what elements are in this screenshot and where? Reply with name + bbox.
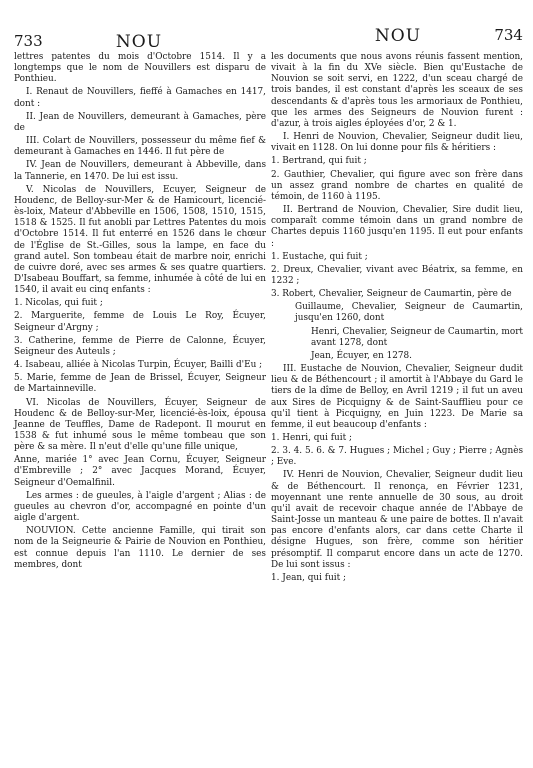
paragraph: I. Henri de Nouvion, Chevalier, Seigneur dudit lieu, vivait en 1128. On lui donne pour fils & héritiers : <box>271 132 523 154</box>
list-item: 2. 3. 4. 5. 6. & 7. Hugues ; Michel ; Guy ; Pierre ; Agnès ; Eve. <box>271 446 523 468</box>
paragraph: IV. Jean de Nouvillers, demeurant à Abbeville, dans la Tannerie, en 1470. De lui est issu. <box>14 160 266 182</box>
running-header <box>14 26 523 52</box>
text-columns <box>14 52 523 584</box>
paragraph: VI. Nicolas de Nouvillers, Écuyer, Seigneur de Houdenc & de Belloy-sur-Mer, licencié-ès-loix, épousa Jeanne de Teuffles, Dame de Radepont. Il mourut en 1538 & fut inhumé sous le même tombeau que son père & sa mère. Il n'eut d'elle qu'une fille unique, <box>14 397 266 453</box>
paragraph: III. Eustache de Nouvion, Chevalier, Seigneur dudit lieu & de Béthencourt ; il amortit à l'Abbaye du Gard le tiers de la dîme de Belloy, en Avril 1219 ; il fut un aveu aux Sires de Picquigny & de Saint-Saufflieu pour ce qu'il tient à Picquigny, en Juin 1223. De Marie sa femme, il eut beaucoup d'enfants : <box>271 364 523 430</box>
paragraph: lettres patentes du mois d'Octobre 1514. Il y a longtemps que le nom de Nouvillers est disparu de Ponthieu. <box>14 52 266 85</box>
paragraph: NOUVION. Cette ancienne Famille, qui tirait son nom de la Seigneurie & Pairie de Nouvion en Ponthieu, est connue depuis l'an 1110. Le dernier de ses membres, dont <box>14 526 266 570</box>
header-word-left: NOU <box>115 32 163 52</box>
page-number-left: 733 <box>14 32 43 50</box>
list-item: 4. Isabeau, alliée à Nicolas Turpin, Écuyer, Bailli d'Eu ; <box>14 360 263 371</box>
paragraph: I. Renaut de Nouvillers, fieffé à Gamaches en 1417, dont : <box>14 87 266 109</box>
paragraph: II. Bertrand de Nouvion, Chevalier, Sire dudit lieu, comparaît comme témoin dans un grand nombre de Chartes depuis 1160 jusqu'en 1195. Il eut pour enfants : <box>271 205 523 249</box>
list-item: 2. Gauthier, Chevalier, qui figure avec son frère dans un assez grand nombre de chartes en qualité de témoin, de 1160 à 1195. <box>271 169 523 202</box>
paragraph: IV. Henri de Nouvion, Chevalier, Seigneur dudit lieu & de Béthencourt. Il renonça, en Février 1231, moyennant une rente annuelle de 30 sous, au droit qu'il avait de recevoir chaque année de l'Abbaye de Saint-Josse un manteau & une paire de bottes. Il n'avait pas encore d'enfants alors, car dans cette Charte il désigne Hugues, son frère, comme son héritier présomptif. Il comparut encore dans un acte de 1270. De lui sont issus : <box>271 470 523 570</box>
list-item: 1. Bertrand, qui fuit ; <box>271 156 367 167</box>
list-item: Henri, Chevalier, Seigneur de Caumartin, mort avant 1278, dont <box>311 326 523 348</box>
paragraph: V. Nicolas de Nouvillers, Ecuyer, Seigneur de Houdenc, de Belloy-sur-Mer & de Hamicourt, licencié-ès-loix, Mateur d'Abbeville en 1506, 1508, 1510, 1515, 1518 & 1525. Il fut anobli par Lettres Patentes du mois d'Octobre 1514. Il fut enterré en 1526 dans le chœur de l'Église de St.-Gilles, sous la lampe, en face du grand autel. Son tombeau était de marbre noir, enrichi de cuivre doré, avec ses armes & ses quatre quartiers. D'Isabeau Bouffart, sa femme, inhumée à côté de lui en 1540, il avait eu cinq enfants : <box>14 184 266 296</box>
list-item: 1. Jean, qui fuit ; <box>271 572 347 583</box>
list-item: 2. Dreux, Chevalier, vivant avec Béatrix, sa femme, en 1232 ; <box>271 264 523 286</box>
page-number-right: 734 <box>494 26 523 44</box>
list-item: 1. Nicolas, qui fuit ; <box>14 298 103 309</box>
list-item: Jean, Écuyer, en 1278. <box>311 350 412 361</box>
paragraph: II. Jean de Nouvillers, demeurant à Gamaches, père de <box>14 111 266 133</box>
list-item: 5. Marie, femme de Jean de Brissel, Écuyer, Seigneur de Martainneville. <box>14 373 266 395</box>
left-column <box>14 52 266 584</box>
header-word-right: NOU <box>374 26 422 46</box>
paragraph: III. Colart de Nouvillers, possesseur du même fief & demeurant à Gamaches en 1446. Il fut père de <box>14 136 266 158</box>
right-header <box>273 26 523 46</box>
left-header <box>14 32 264 52</box>
list-item: 3. Robert, Chevalier, Seigneur de Caumartin, père de <box>271 289 512 300</box>
list-item: 3. Catherine, femme de Pierre de Calonne, Écuyer, Seigneur des Auteuls ; <box>14 335 266 357</box>
paragraph: les documents que nous avons réunis fassent mention, vivait à la fin du XVe siècle. Bien qu'Eustache de Nouvion se soit servi, en 1222, d'un sceau chargé de trois bandes, il est constant d'après les sceaux de ses descendants & d'après tous les armoriaux de Ponthieu, que les armes des Seigneurs de Nouvion furent : d'azur, à trois aigles éployées d'or, 2 & 1. <box>271 52 523 129</box>
right-column <box>271 52 523 584</box>
paragraph: Les armes : de gueules, à l'aigle d'argent ; Alias : de gueules au chevron d'or, accompagné en pointe d'un aigle d'argent. <box>14 490 266 524</box>
list-item: 1. Henri, qui fuit ; <box>271 433 352 443</box>
list-item: Guillaume, Chevalier, Seigneur de Caumartin, jusqu'en 1260, dont <box>295 302 523 324</box>
list-item: 1. Eustache, qui fuit ; <box>271 251 368 262</box>
list-item: 2. Marguerite, femme de Louis Le Roy, Écuyer, Seigneur d'Argny ; <box>14 311 266 333</box>
list-item: Anne, mariée 1° avec Jean Cornu, Écuyer, Seigneur d'Embreville ; 2° avec Jacques Morand, Écuyer, Seigneur d'Oemalfinil. <box>14 455 266 488</box>
